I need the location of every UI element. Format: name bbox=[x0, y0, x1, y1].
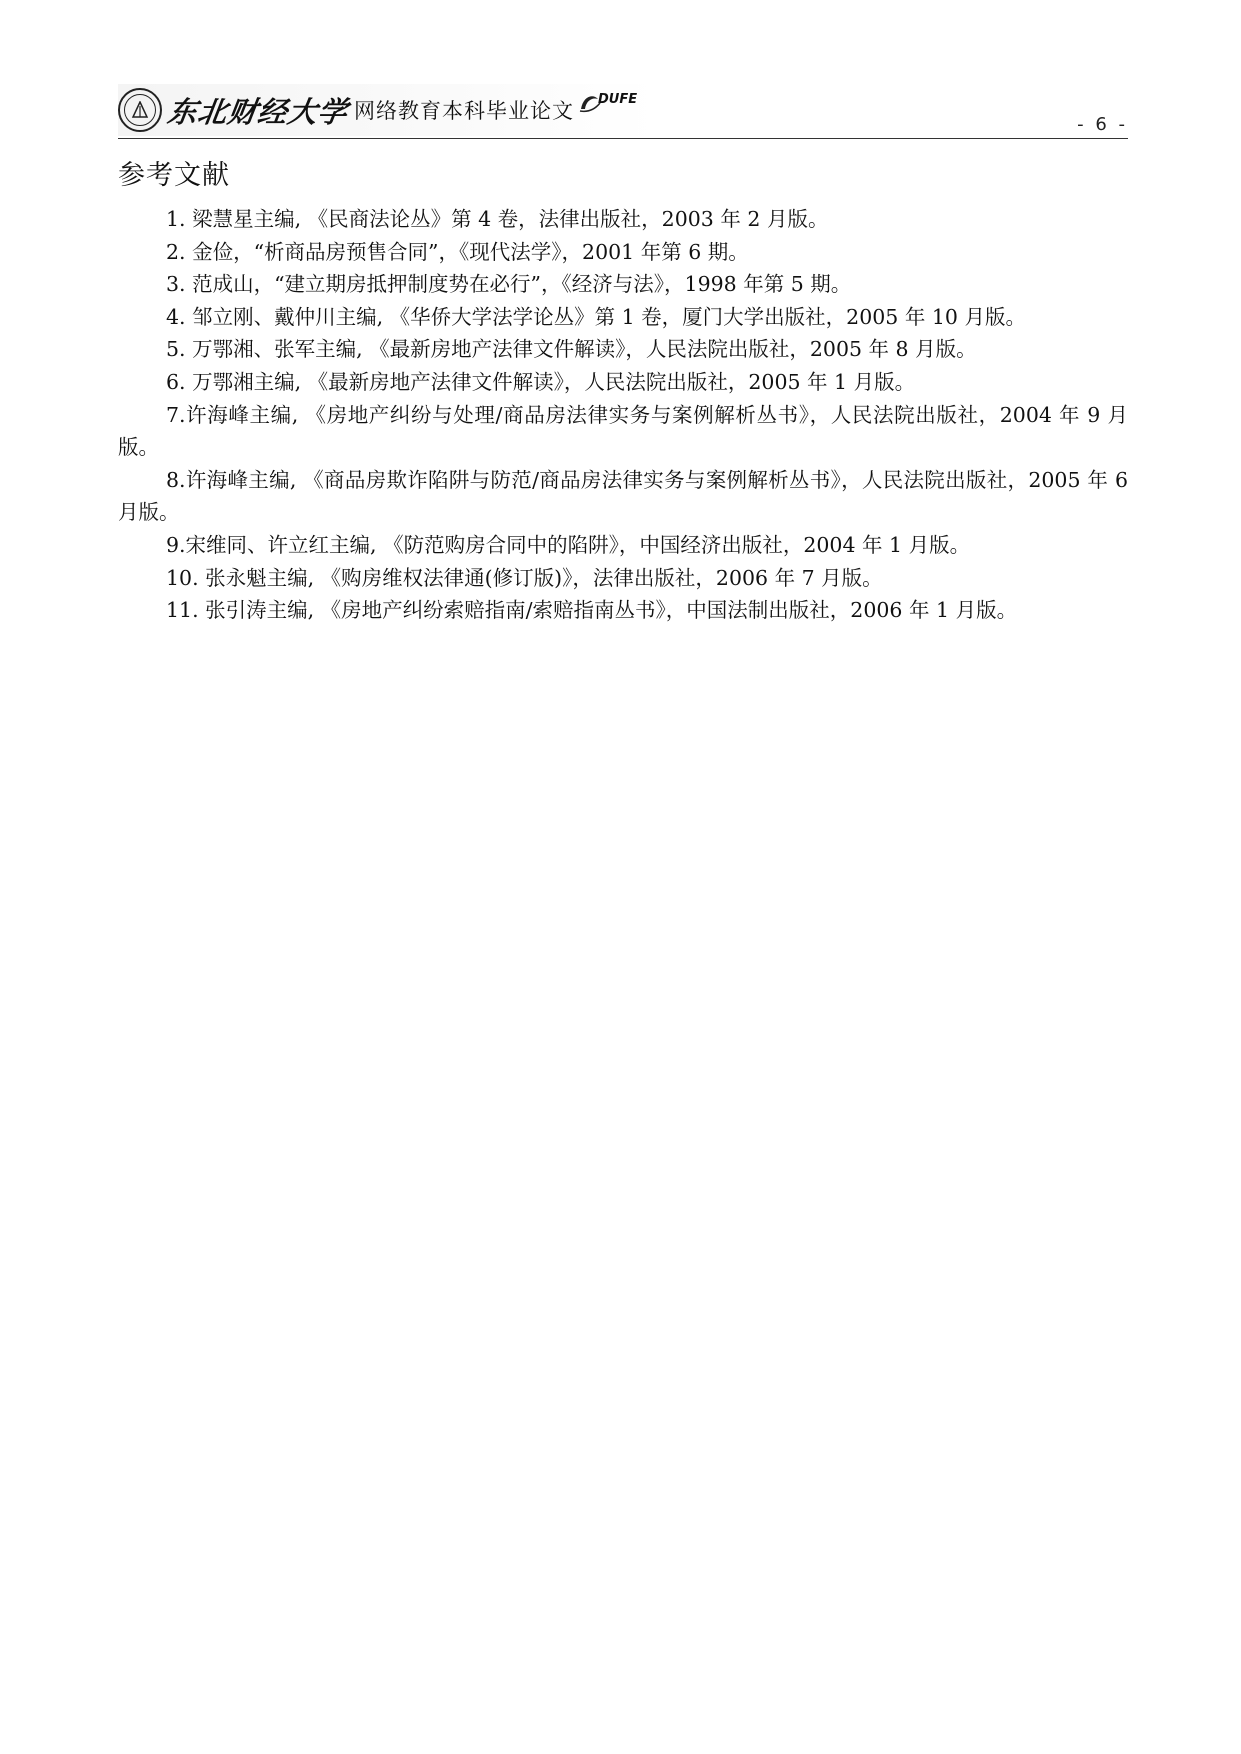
svg-text:DUFE: DUFE bbox=[598, 92, 638, 107]
reference-list bbox=[118, 203, 1128, 627]
university-brand bbox=[118, 84, 658, 136]
header-divider bbox=[118, 138, 1128, 139]
page-header bbox=[118, 84, 1128, 140]
reference-item: 5. 万鄂湘、张军主编, 《最新房地产法律文件解读》，人民法院出版社，2005 年 8 月版。 bbox=[166, 337, 977, 362]
dufe-logo bbox=[578, 87, 644, 119]
reference-item: 10. 张永魁主编, 《购房维权法律通(修订版)》，法律出版社，2006 年 7 月版。 bbox=[166, 565, 883, 590]
thesis-type: 网络教育本科毕业论文 bbox=[354, 99, 575, 123]
reference-item: 9.宋维同、许立红主编, 《防范购房合同中的陷阱》，中国经济出版社，2004 年 1 月版。 bbox=[166, 532, 971, 557]
reference-item: 7.许海峰主编, 《房地产纠纷与处理/商品房法律实务与案例解析丛书》，人民法院出版社，2004 年 9 月版。 bbox=[118, 402, 1128, 460]
reference-item: 6. 万鄂湘主编, 《最新房地产法律文件解读》，人民法院出版社，2005 年 1 月版。 bbox=[166, 369, 916, 394]
university-seal-icon bbox=[118, 88, 162, 132]
reference-item: 1. 梁慧星主编, 《民商法论丛》第 4 卷，法律出版社，2003 年 2 月版。 bbox=[166, 207, 829, 231]
reference-item: 8.许海峰主编, 《商品房欺诈陷阱与防范/商品房法律实务与案例解析丛书》，人民法院出版社，2005 年 6 月版。 bbox=[118, 467, 1128, 525]
page-number: - 6 - bbox=[1077, 114, 1128, 135]
reference-item: 11. 张引涛主编, 《房地产纠纷索赔指南/索赔指南丛书》，中国法制出版社，2006 年 1 月版。 bbox=[166, 598, 1018, 623]
section-title: 参考文献 bbox=[118, 160, 230, 191]
reference-item: 2. 金俭，“析商品房预售合同”，《现代法学》，2001 年第 6 期。 bbox=[166, 239, 749, 264]
reference-item: 3. 范成山，“建立期房抵押制度势在必行”，《经济与法》，1998 年第 5 期。 bbox=[166, 272, 852, 297]
university-name: 东北财经大学 bbox=[165, 94, 351, 129]
reference-item: 4. 邹立刚、戴仲川主编, 《华侨大学法学论丛》第 1 卷，厦门大学出版社，2005 年 10 月版。 bbox=[166, 304, 1026, 329]
